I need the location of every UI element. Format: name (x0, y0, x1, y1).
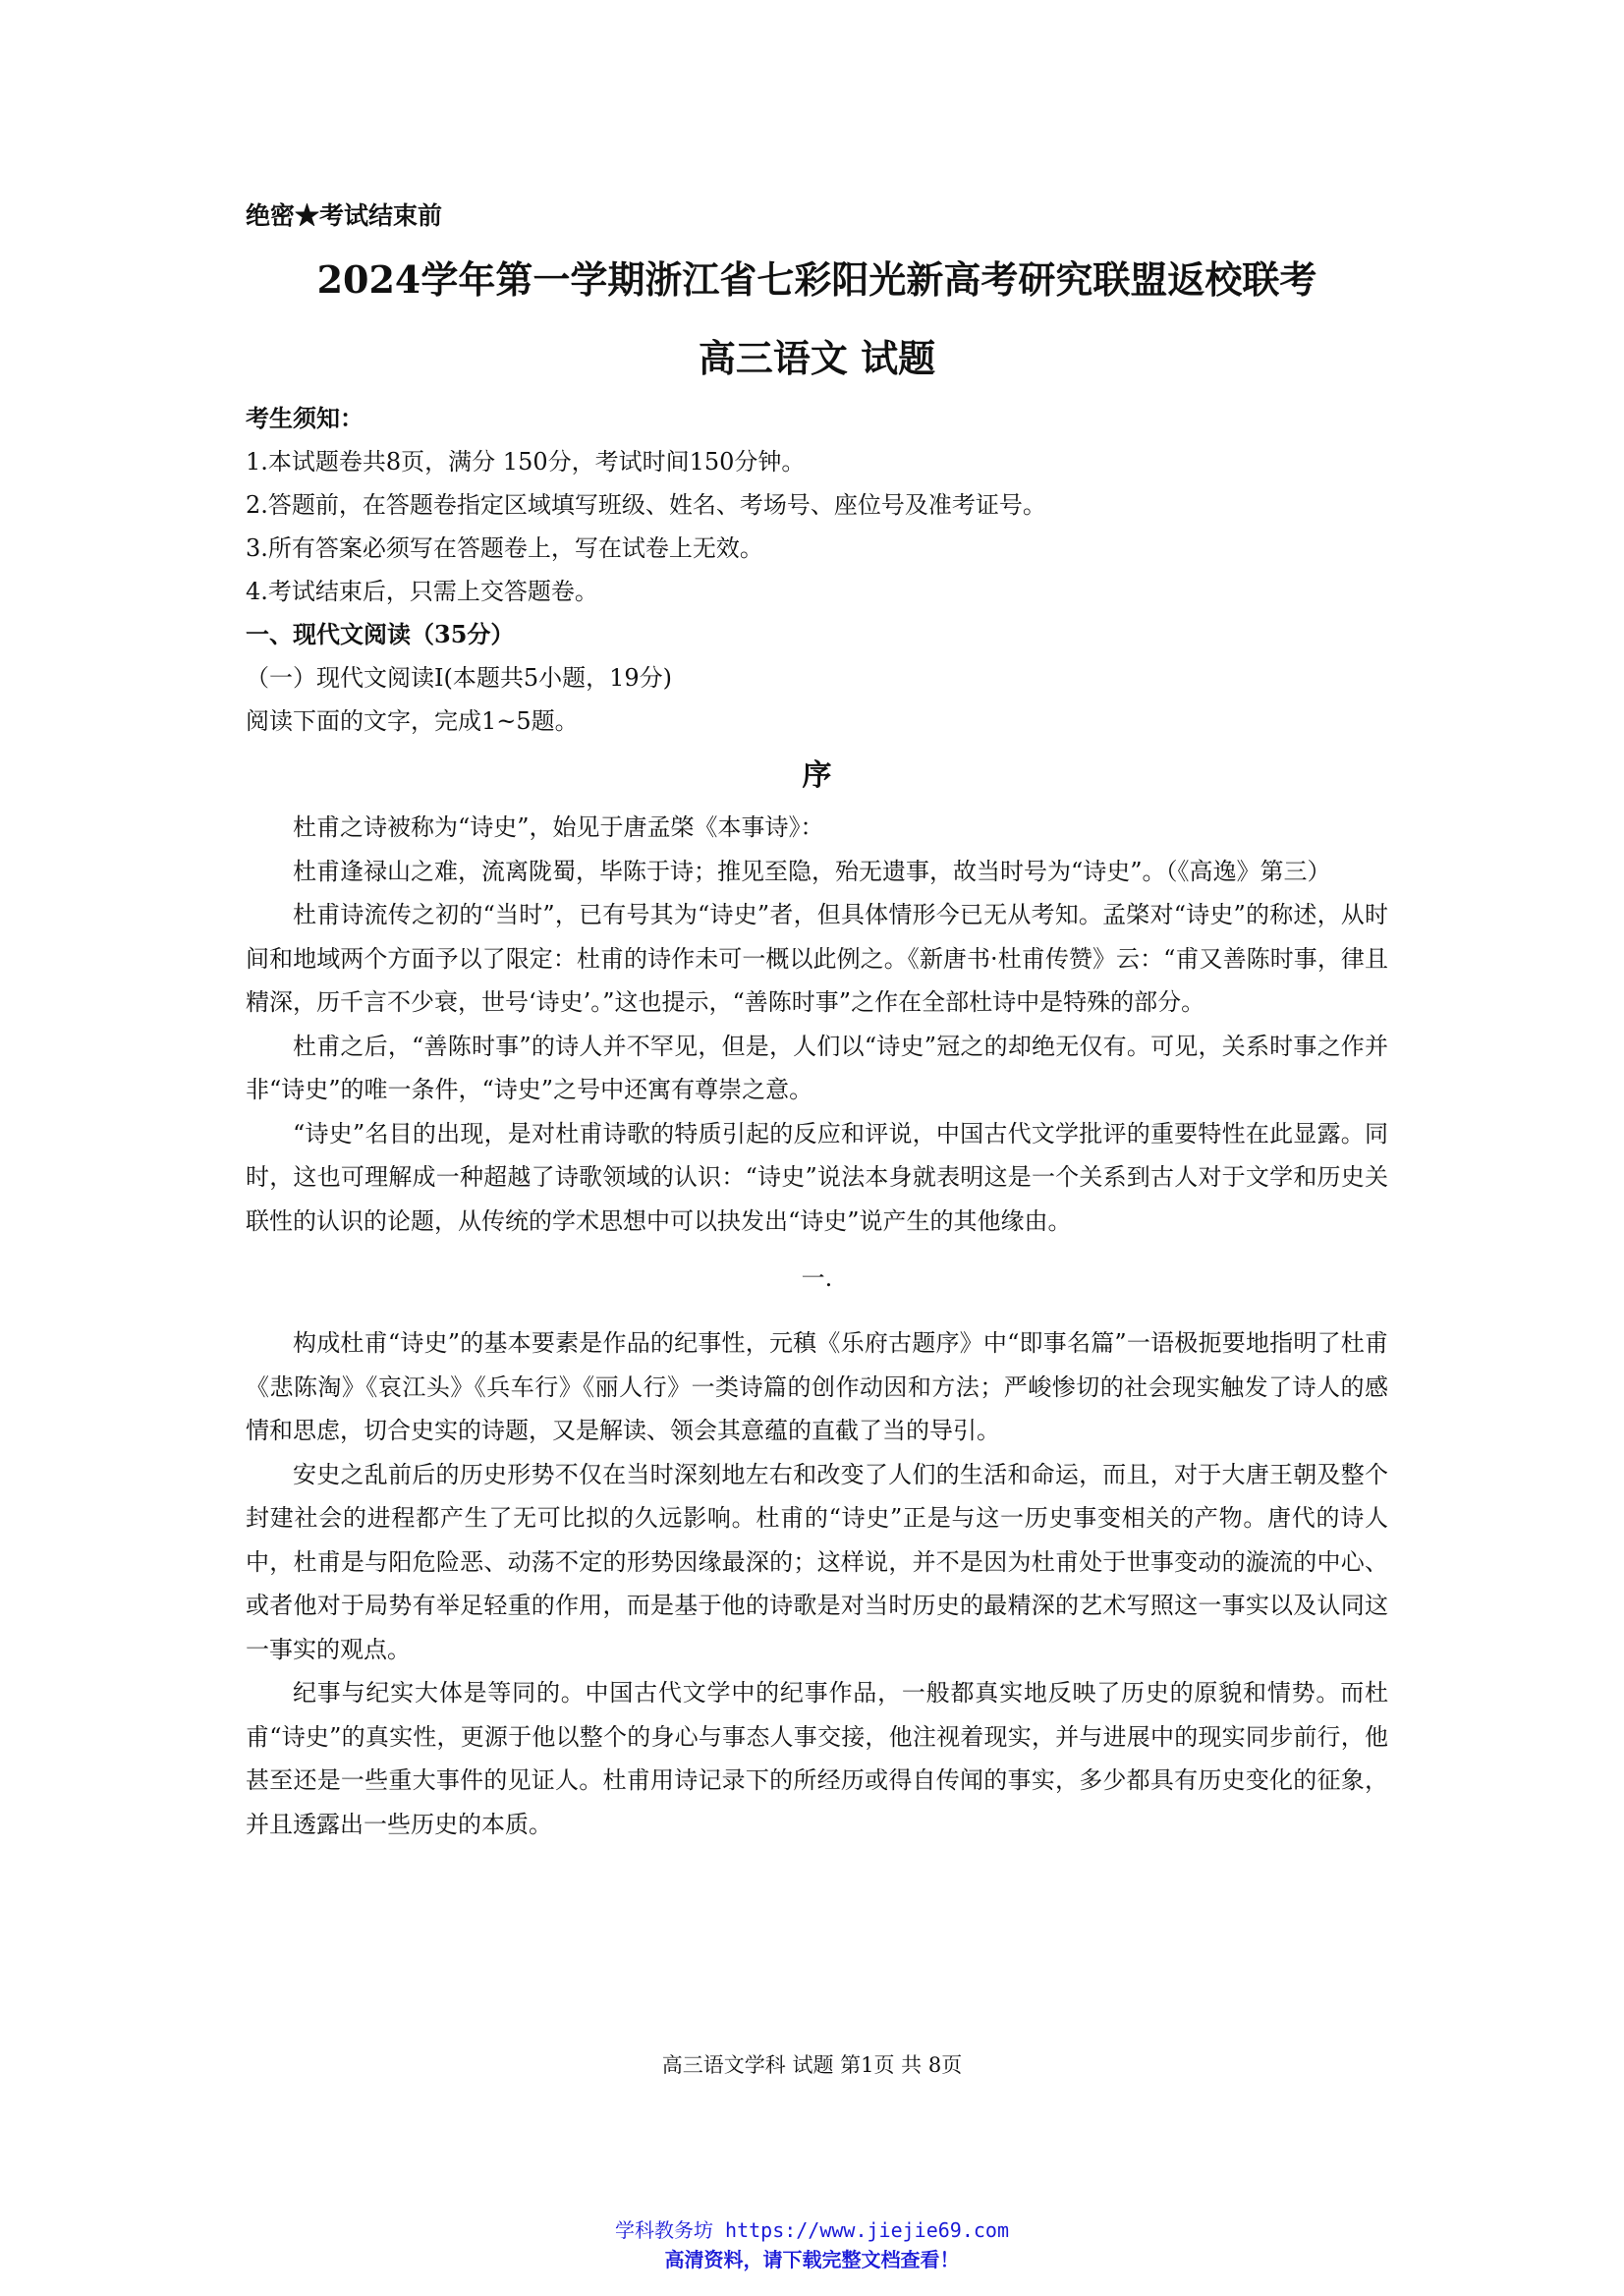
passage-paragraph: 构成杜甫“诗史”的基本要素是作品的纪事性，元稹《乐府古题序》中“即事名篇”一语极扼要地指明了杜甫《悲陈淘》《哀江头》《兵车行》《丽人行》一类诗篇的创作动因和方法；严峻惨切的社会现实触发了诗人的感情和思虑，切合史实的诗题，又是解读、领会其意蕴的直截了当的导引。 (246, 1329, 1388, 1444)
page-content (246, 196, 1388, 1846)
page-footer: 高三语文学科 试题 第1页 共 8页 (661, 2053, 963, 2077)
passage-quote: 杜甫逢禄山之难，流离陇蜀，毕陈于诗；推见至隐，殆无遗事，故当时号为“诗史”。（《高逸》第三） (293, 857, 1331, 885)
passage-paragraph: “诗史”名目的出现，是对杜甫诗歌的特质引起的反应和评说，中国古代文学批评的重要特性在此显露。同时，这也可理解成一种超越了诗歌领域的认识：“诗史”说法本身就表明这是一个关系到古人对于文学和历史关联性的认识的论题，从传统的学术思想中可以抉发出“诗史”说产生的其他缘由。 (246, 1119, 1388, 1235)
watermark-link[interactable]: 学科教务坊 https://www.jiejie69.com (614, 2218, 1010, 2242)
section-heading: 一、现代文阅读（35分） (246, 620, 515, 648)
subsection-heading: （一）现代文阅读Ⅰ(本题共5小题，19分) (246, 664, 673, 692)
exam-subtitle: 高三语文 试题 (698, 336, 936, 380)
notice-item: 4.考试结束后，只需上交答题卷。 (246, 578, 598, 605)
exam-title: 2024学年第一学期浙江省七彩阳光新高考研究联盟返校联考 (316, 257, 1317, 302)
passage-paragraph: 杜甫之诗被称为“诗史”，始见于唐孟棨《本事诗》： (293, 813, 824, 841)
watermark-note: 高清资料，请下载完整文档查看！ (664, 2248, 960, 2271)
passage-paragraph: 安史之乱前后的历史形势不仅在当时深刻地左右和改变了人们的生活和命运，而且，对于大唐王朝及整个封建社会的进程都产生了无可比拟的久远影响。杜甫的“诗史”正是与这一历史事变相关的产物。唐代的诗人中，杜甫是与阳危险恶、动荡不定的形势因缘最深的；这样说，并不是因为杜甫处于世事变动的漩流的中心、或者他对于局势有举足轻重的作用，而是基于他的诗歌是对当时历史的最精深的艺术写照这一事实以及认同这一事实的观点。 (246, 1460, 1388, 1663)
notice-item: 1.本试题卷共8页，满分 150分，考试时间150分钟。 (246, 448, 806, 476)
site-watermark (0, 2215, 1624, 2274)
reading-instruction: 阅读下面的文字，完成1~5题。 (246, 707, 579, 735)
passage-paragraph: 杜甫之后，“善陈时事”的诗人并不罕见，但是，人们以“诗史”冠之的却绝无仅有。可见，关系时事之作并非“诗史”的唯一条件，“诗史”之号中还寓有尊崇之意。 (246, 1032, 1388, 1103)
passage-title: 序 (802, 758, 832, 793)
confidential-label: 绝密★考试结束前 (246, 201, 443, 230)
passage-paragraph: 纪事与纪实大体是等同的。中国古代文学中的纪事作品，一般都真实地反映了历史的原貌和情势。而杜甫“诗史”的真实性，更源于他以整个的身心与事态人事交接，他注视着现实，并与进展中的现实同步前行，他甚至还是一些重大事件的见证人。杜甫用诗记录下的所经历或得自传闻的事实，多少都具有历史变化的征象，并且透露出一些历史的本质。 (246, 1679, 1388, 1838)
passage-body (246, 806, 1388, 1846)
notice-item: 2.答题前，在答题卷指定区域填写班级、姓名、考场号、座位号及准考证号。 (246, 491, 1046, 519)
notice-heading: 考生须知： (246, 404, 364, 432)
section-divider: 一. (801, 1264, 833, 1292)
passage-paragraph: 杜甫诗流传之初的“当时”，已有号其为“诗史”者，但具体情形今已无从考知。孟棨对“诗史”的称述，从时间和地域两个方面予以了限定：杜甫的诗作未可一概以此例之。《新唐书·杜甫传赞》云：“甫又善陈时事，律且精深，历千言不少衰，世号‘诗史’。”这也提示，“善陈时事”之作在全部杜诗中是特殊的部分。 (246, 901, 1388, 1016)
notice-item: 3.所有答案必须写在答题卷上，写在试卷上无效。 (246, 534, 763, 562)
candidate-notice (246, 397, 1388, 613)
